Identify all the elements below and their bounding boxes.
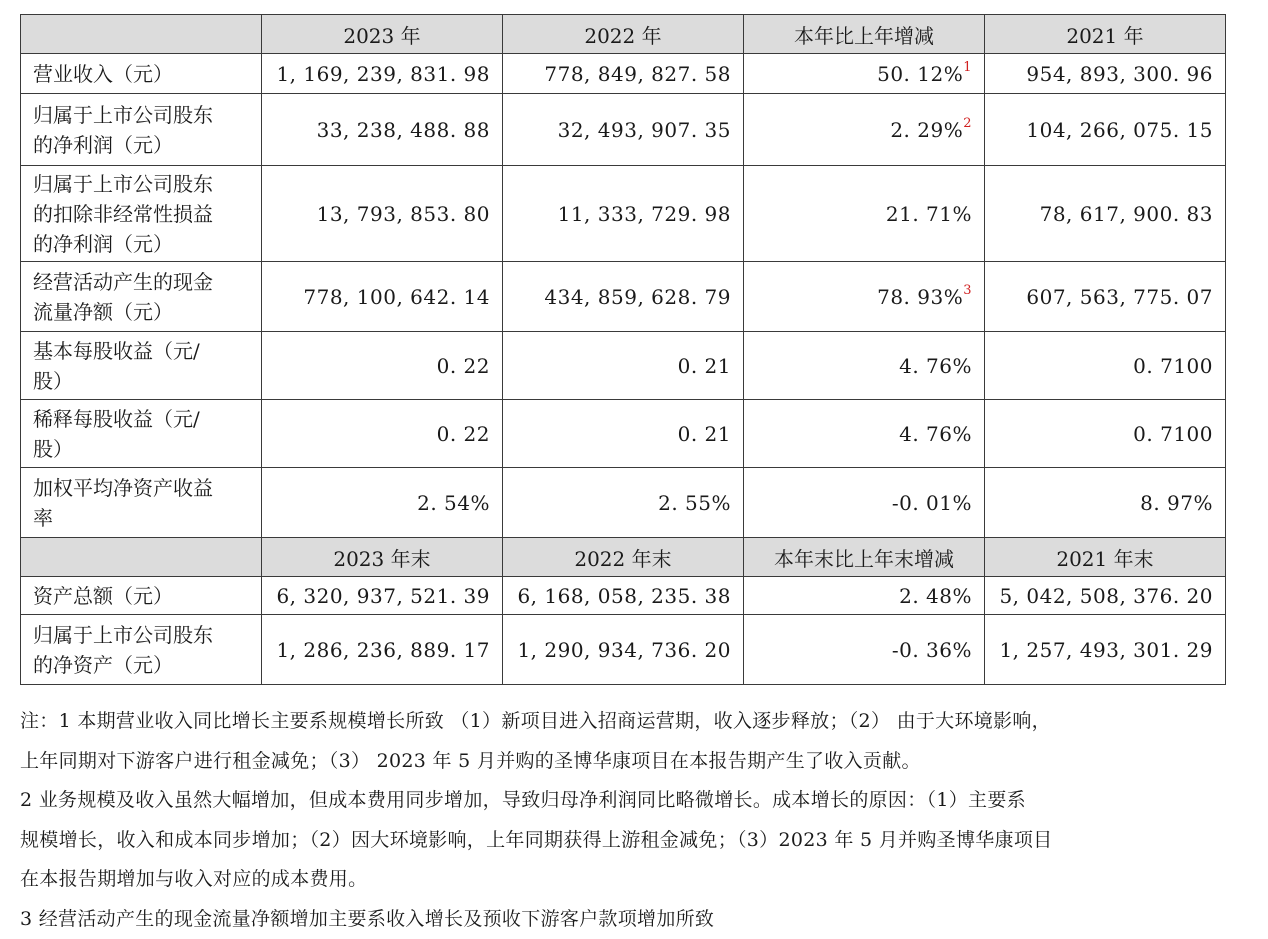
cell-v2022 [503, 54, 744, 94]
row-label [21, 577, 262, 615]
cell-value: 1, 257, 493, 301. 29 [999, 638, 1213, 662]
column-header: 2021 年 [985, 15, 1226, 54]
cell-v2021 [985, 332, 1226, 400]
cell-value: 0. 7100 [1133, 422, 1213, 446]
cell-value: 50. 12% [877, 62, 963, 86]
column-header: 2022 年末 [503, 538, 744, 577]
cell-v2022 [503, 577, 744, 615]
row-label-line: 归属于上市公司股东 [33, 620, 249, 650]
row-label-line: 率 [33, 503, 249, 533]
table-row [21, 54, 1226, 94]
cell-value: 1, 169, 239, 831. 98 [276, 62, 490, 86]
cell-v2022 [503, 400, 744, 468]
header-row [21, 15, 1226, 54]
cell-value: 4. 76% [899, 422, 972, 446]
table-row [21, 94, 1226, 166]
cell-value: 2. 29% [890, 118, 963, 142]
table-row [21, 615, 1226, 685]
table-row [21, 332, 1226, 400]
footnote-line: 2 业务规模及收入虽然大幅增加，但成本费用同步增加，导致归母净利润同比略微增长。成本增长的原因：（1）主要系 [20, 781, 1230, 821]
row-label-line: 股） [33, 434, 249, 464]
financial-data-table [20, 14, 1226, 685]
column-header [21, 538, 262, 577]
row-label-line: 经营活动产生的现金 [33, 267, 249, 297]
cell-value: 1, 286, 236, 889. 17 [276, 638, 490, 662]
cell-value: 607, 563, 775. 07 [1026, 285, 1213, 309]
cell-value: 6, 320, 937, 521. 39 [276, 584, 490, 608]
row-label-line: 归属于上市公司股东 [33, 169, 249, 199]
column-header: 2023 年 [262, 15, 503, 54]
cell-v2022 [503, 468, 744, 538]
table-row [21, 468, 1226, 538]
row-label-line: 归属于上市公司股东 [33, 100, 249, 130]
row-label-line: 流量净额（元） [33, 297, 249, 327]
cell-v2023 [262, 262, 503, 332]
cell-v2022 [503, 166, 744, 262]
cell-value: 11, 333, 729. 98 [558, 202, 731, 226]
cell-value: 5, 042, 508, 376. 20 [999, 584, 1213, 608]
cell-change [744, 262, 985, 332]
row-label-line: 加权平均净资产收益 [33, 473, 249, 503]
row-label-line: 的净资产（元） [33, 650, 249, 680]
column-header: 本年比上年增减 [744, 15, 985, 54]
cell-value: 1, 290, 934, 736. 20 [517, 638, 731, 662]
row-label-line: 资产总额（元） [33, 581, 249, 611]
cell-value: 954, 893, 300. 96 [1026, 62, 1213, 86]
table-row [21, 262, 1226, 332]
footnote-line: 上年同期对下游客户进行租金减免；（3） 2023 年 5 月并购的圣博华康项目在本报告期产生了收入贡献。 [20, 742, 1230, 782]
cell-value: 32, 493, 907. 35 [558, 118, 731, 142]
cell-v2021 [985, 54, 1226, 94]
cell-change [744, 166, 985, 262]
row-label-line: 的净利润（元） [33, 229, 249, 259]
footnotes [20, 702, 1230, 939]
row-label [21, 468, 262, 538]
column-header: 2022 年 [503, 15, 744, 54]
cell-value: 0. 22 [437, 354, 490, 378]
cell-v2022 [503, 615, 744, 685]
header-row [21, 538, 1226, 577]
cell-value: 13, 793, 853. 80 [317, 202, 490, 226]
cell-v2023 [262, 166, 503, 262]
cell-v2021 [985, 400, 1226, 468]
cell-v2023 [262, 54, 503, 94]
cell-v2021 [985, 166, 1226, 262]
cell-value: -0. 36% [892, 638, 972, 662]
row-label [21, 54, 262, 94]
column-header [21, 15, 262, 54]
row-label [21, 400, 262, 468]
cell-v2021 [985, 262, 1226, 332]
cell-change [744, 94, 985, 166]
cell-v2021 [985, 577, 1226, 615]
cell-change [744, 332, 985, 400]
cell-value: 4. 76% [899, 354, 972, 378]
column-header: 2023 年末 [262, 538, 503, 577]
cell-v2021 [985, 615, 1226, 685]
cell-value: 6, 168, 058, 235. 38 [517, 584, 731, 608]
cell-v2021 [985, 468, 1226, 538]
table-row [21, 400, 1226, 468]
table-body [21, 15, 1226, 685]
row-label-line: 基本每股收益（元/ [33, 336, 249, 366]
column-header: 2021 年末 [985, 538, 1226, 577]
cell-value: 2. 54% [417, 491, 490, 515]
cell-v2023 [262, 615, 503, 685]
cell-v2023 [262, 332, 503, 400]
footnote-marker: 3 [963, 283, 972, 298]
cell-change [744, 615, 985, 685]
cell-value: 2. 48% [899, 584, 972, 608]
column-header: 本年末比上年末增减 [744, 538, 985, 577]
cell-value: 434, 859, 628. 79 [544, 285, 731, 309]
row-label-line: 稀释每股收益（元/ [33, 404, 249, 434]
footnote-line: 规模增长，收入和成本同步增加；（2）因大环境影响，上年同期获得上游租金减免；（3）2023 年 5 月并购圣博华康项目 [20, 821, 1230, 861]
cell-value: 21. 71% [886, 202, 972, 226]
cell-change [744, 468, 985, 538]
table-row [21, 577, 1226, 615]
cell-v2021 [985, 94, 1226, 166]
cell-value: 78, 617, 900. 83 [1040, 202, 1213, 226]
cell-v2023 [262, 468, 503, 538]
cell-value: 8. 97% [1140, 491, 1213, 515]
cell-value: 104, 266, 075. 15 [1026, 118, 1213, 142]
footnote-marker: 1 [963, 60, 972, 75]
cell-change [744, 54, 985, 94]
cell-value: 78. 93% [877, 285, 963, 309]
row-label [21, 166, 262, 262]
row-label-line: 的扣除非经常性损益 [33, 199, 249, 229]
row-label-line: 的净利润（元） [33, 130, 249, 160]
row-label-line: 营业收入（元） [33, 59, 249, 89]
cell-value: 0. 21 [678, 354, 731, 378]
row-label-line: 股） [33, 366, 249, 396]
cell-value: 778, 849, 827. 58 [544, 62, 731, 86]
table-row [21, 166, 1226, 262]
row-label [21, 615, 262, 685]
row-label [21, 332, 262, 400]
cell-value: 2. 55% [658, 491, 731, 515]
cell-v2022 [503, 262, 744, 332]
cell-value: 0. 7100 [1133, 354, 1213, 378]
cell-v2022 [503, 94, 744, 166]
cell-v2023 [262, 400, 503, 468]
cell-v2023 [262, 94, 503, 166]
footnote-marker: 2 [963, 116, 972, 131]
footnote-line: 在本报告期增加与收入对应的成本费用。 [20, 860, 1230, 900]
cell-change [744, 400, 985, 468]
cell-value: 0. 21 [678, 422, 731, 446]
cell-v2023 [262, 577, 503, 615]
cell-value: 33, 238, 488. 88 [317, 118, 490, 142]
cell-change [744, 577, 985, 615]
row-label [21, 262, 262, 332]
cell-v2022 [503, 332, 744, 400]
cell-value: 778, 100, 642. 14 [303, 285, 490, 309]
footnote-line: 3 经营活动产生的现金流量净额增加主要系收入增长及预收下游客户款项增加所致 [20, 900, 1230, 939]
row-label [21, 94, 262, 166]
footnote-line: 注：1 本期营业收入同比增长主要系规模增长所致 （1）新项目进入招商运营期，收入逐步释放；（2） 由于大环境影响， [20, 702, 1230, 742]
cell-value: 0. 22 [437, 422, 490, 446]
cell-value: -0. 01% [892, 491, 972, 515]
